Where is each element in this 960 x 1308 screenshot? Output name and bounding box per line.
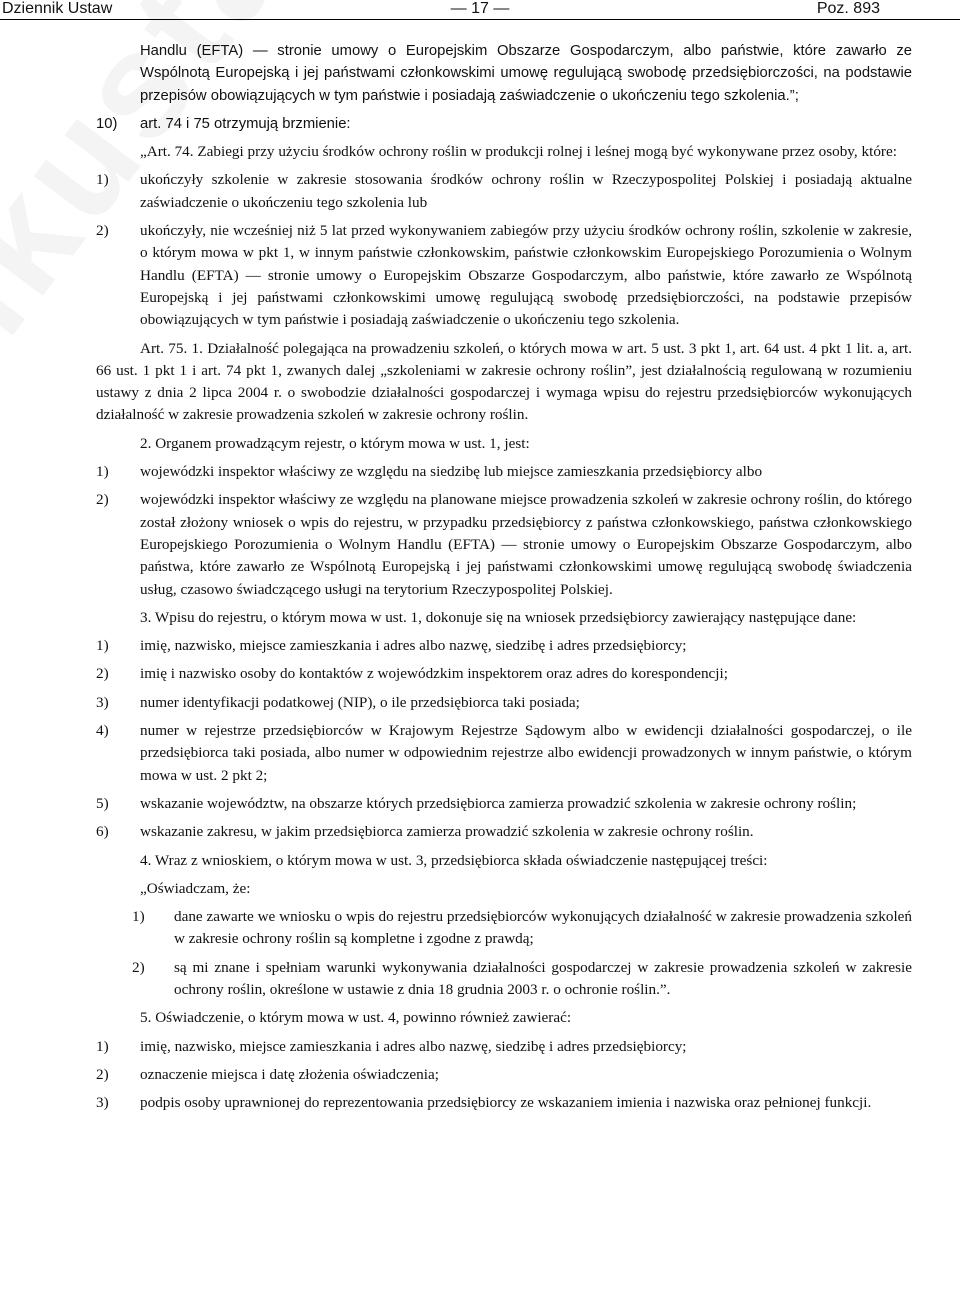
item-text: imię, nazwisko, miejsce zamieszkania i adres albo nazwę, siedzibę i adres przedsiębiorcy;	[140, 637, 687, 655]
list-item	[96, 1064, 912, 1086]
item-text: numer identyfikacji podatkowej (NIP), o ile przedsiębiorca taki posiada;	[140, 693, 580, 711]
list-item	[96, 906, 912, 951]
item-text: są mi znane i spełniam warunki wykonywania działalności gospodarczej w zakresie prowadzenia szkoleń w zakresie ochrony roślin, określone w ustawie z dnia 18 grudnia 2003 r. o ochronie roślin.”.	[174, 958, 912, 998]
list-item	[96, 220, 912, 331]
art75-ust5-list	[96, 1036, 912, 1115]
item-number: 1)	[96, 1037, 109, 1055]
item-text: wskazanie województw, na obszarze których przedsiębiorca zamierza prowadzić szkolenia w zakresie ochrony roślin;	[140, 794, 857, 812]
item-text: dane zawarte we wniosku o wpis do rejestru przedsiębiorców wykonujących działalność w zakresie prowadzenia szkoleń w zakresie ochrony roślin są kompletne i zgodne z prawdą;	[174, 908, 912, 948]
item-text: art. 74 i 75 otrzymują brzmienie:	[140, 115, 351, 132]
list-item	[96, 821, 912, 843]
item-text: podpis osoby uprawnionej do reprezentowania przedsiębiorcy ze wskazaniem imienia i nazwiska oraz pełnionej funkcji.	[140, 1094, 872, 1112]
item-number: 2)	[96, 222, 109, 240]
amendment-item-10	[96, 113, 912, 135]
declaration-quote: „Oświadczam, że:	[140, 879, 251, 897]
journal-name: Dziennik Ustaw	[2, 0, 113, 17]
item-number: 2)	[96, 665, 109, 683]
item-text: ukończyły, nie wcześniej niż 5 lat przed wykonywaniem zabiegów przy użyciu środków ochrony roślin, szkolenie w zakresie, o którym mowa w pkt 1, w innym państwie członkowskim, państwie członkowskim Europejskiego Porozumienia o Wolnym Handlu (EFTA) — stronie umowy o Europejskim Obszarze Gospodarczym, albo państwie, które zawarło ze Wspólnotą Europejską i jej państwami członkowskimi umowę regulującą swobodę przedsiębiorczości, na podstawie przepisów obowiązujących w tym państwie i posiadają zaświadczenie o ukończeniu tego szkolenia.	[140, 222, 912, 329]
list-item	[96, 635, 912, 657]
item-text: wojewódzki inspektor właściwy ze względu na siedzibę lub miejsce zamieszkania przedsiębiorcy albo	[140, 463, 763, 481]
item-text: imię, nazwisko, miejsce zamieszkania i adres albo nazwę, siedzibę i adres przedsiębiorcy;	[140, 1037, 687, 1055]
list-item	[96, 169, 912, 214]
art75-ust5: 5. Oświadczenie, o którym mowa w ust. 4, powinno również zawierać:	[140, 1009, 572, 1027]
list-item	[96, 1036, 912, 1058]
position-number: Poz. 893	[816, 0, 880, 17]
item-number: 1)	[96, 463, 109, 481]
item-number: 1)	[132, 908, 145, 926]
art75-ust2: 2. Organem prowadzącym rejestr, o którym mowa w ust. 1, jest:	[140, 434, 530, 452]
item-number: 5)	[96, 794, 109, 812]
art74-lead: „Art. 74. Zabiegi przy użyciu środków ochrony roślin w produkcji rolnej i leśnej mogą być wykonywane przez osoby, które:	[140, 143, 897, 161]
art75-ust3-list	[96, 635, 912, 843]
list-item	[96, 720, 912, 787]
item-number: 3)	[96, 1094, 109, 1112]
list-item	[96, 957, 912, 1002]
item-text: imię i nazwisko osoby do kontaktów z wojewódzkim inspektorem oraz adres do korespondencji;	[140, 665, 728, 683]
list-item	[96, 1092, 912, 1114]
list-item	[96, 663, 912, 685]
item-number: 3)	[96, 693, 109, 711]
item-number: 2)	[96, 491, 109, 509]
item-number: 1)	[96, 171, 109, 189]
item-number: 10)	[96, 115, 118, 132]
document-body	[96, 40, 912, 1120]
item-number: 2)	[132, 958, 145, 976]
item-number: 1)	[96, 637, 109, 655]
list-item	[96, 793, 912, 815]
continuation-paragraph: Handlu (EFTA) — stronie umowy o Europejskim Obszarze Gospodarczym, albo państwie, które zawarło ze Wspólnotą Europejską i jej państwami członkowskimi umowę regulującą swobodę przedsiębiorczości, na podstawie przepisów obowiązujących w tym państwie i posiadają zaświadczenie o ukończeniu tego szkolenia.”;	[140, 43, 912, 104]
item-number: 2)	[96, 1065, 109, 1083]
art75-ust4: 4. Wraz z wnioskiem, o którym mowa w ust. 3, przedsiębiorca składa oświadczenie następującej treści:	[140, 851, 768, 869]
art75-ust2-list	[96, 461, 912, 601]
item-text: numer w rejestrze przedsiębiorców w Krajowym Rejestrze Sądowym albo w ewidencji działalności gospodarczej, o ile przedsiębiorca taki posiada, albo numer w odpowiednim rejestrze albo ewidencji prowadzonych w innym państwie, o którym mowa w ust. 2 pkt 2;	[140, 722, 912, 784]
art74-list	[96, 169, 912, 331]
list-item	[96, 461, 912, 483]
list-item	[96, 489, 912, 600]
item-text: ukończyły szkolenie w zakresie stosowania środków ochrony roślin w Rzeczypospolitej Polskiej i posiadają aktualne zaświadczenie o ukończeniu tego szkolenia lub	[140, 171, 912, 211]
art75-ust3: 3. Wpisu do rejestru, o którym mowa w ust. 1, dokonuje się na wniosek przedsiębiorcy zawierający następujące dane:	[140, 608, 857, 626]
item-number: 4)	[96, 722, 109, 740]
item-number: 6)	[96, 823, 109, 841]
header-rule	[0, 19, 960, 20]
item-text: oznaczenie miejsca i datę złożenia oświadczenia;	[140, 1065, 439, 1083]
page-header	[0, 0, 960, 22]
declaration-list	[96, 906, 912, 1001]
page-number: — 17 —	[450, 0, 510, 17]
item-text: wskazanie zakresu, w jakim przedsiębiorca zamierza prowadzić szkolenia w zakresie ochrony roślin.	[140, 823, 754, 841]
list-item	[96, 692, 912, 714]
art75-ust1: Art. 75. 1. Działalność polegająca na prowadzeniu szkoleń, o których mowa w art. 5 ust. 3 pkt 1, art. 64 ust. 4 pkt 1 lit. a, art. 66 ust. 1 pkt 1 i art. 74 pkt 1, zwanych dalej „szkoleniami w zakresie ochrony roślin”, jest działalnością regulowaną w rozumieniu ustawy z dnia 2 lipca 2004 r. o swobodzie działalności gospodarczej i wymaga wpisu do rejestru przedsiębiorców wykonujących działalność w zakresie prowadzenia szkoleń w zakresie ochrony roślin.	[96, 339, 912, 424]
item-text: wojewódzki inspektor właściwy ze względu na planowane miejsce prowadzenia szkoleń w zakresie ochrony roślin, do którego został złożony wniosek o wpis do rejestru, w przypadku przedsiębiorcy z państwa członkowskiego, państwa członkowskiego Europejskiego Porozumienia o Wolnym Handlu (EFTA) — stronie umowy o Europejskim Obszarze Gospodarczym, albo państwa, które zawarło ze Wspólnotą Europejską i jej państwami członkowskimi umowę regulującą swobodę świadczenia usług, czasowo świadczącego usługi na terytorium Rzeczypospolitej Polskiej.	[140, 491, 912, 598]
